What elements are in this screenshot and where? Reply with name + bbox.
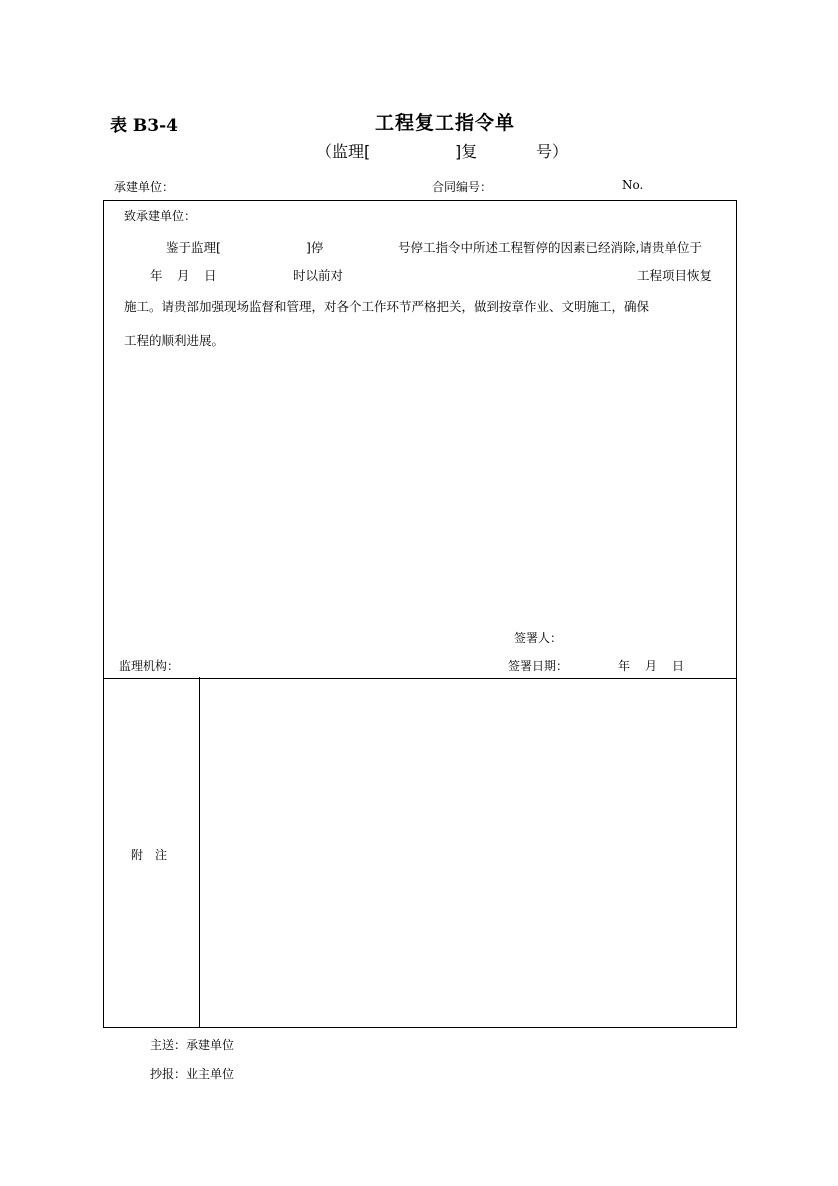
- notice-line2-b: 时以前对: [293, 268, 344, 283]
- remarks-label: 附 注: [131, 848, 168, 862]
- notice-line2-c: 工程项目恢复: [637, 268, 713, 283]
- sign-date-year: 年: [618, 659, 631, 673]
- subtitle-open: （监理[: [316, 142, 371, 161]
- notice-line1-a: 鉴于监理[: [166, 240, 221, 255]
- subtitle-mid: ]复: [455, 142, 478, 161]
- supervision-org-label: 监理机构：: [119, 659, 180, 673]
- copy-to-line: 抄报：业主单位: [150, 1067, 235, 1081]
- sign-date-label: 签署日期：: [508, 659, 569, 673]
- table-number: 表 B3-4: [110, 116, 178, 136]
- sign-date-month: 月: [645, 659, 658, 673]
- subtitle-close: 号）: [536, 142, 569, 161]
- notice-line1-b: ]停: [306, 240, 324, 255]
- contractor-label: 承建单位：: [114, 180, 175, 194]
- signer-label: 签署人：: [514, 631, 563, 645]
- notice-line2-year: 年: [150, 268, 163, 283]
- notice-line4: 工程的顺利进展。: [124, 333, 225, 348]
- addressee-label: 致承建单位：: [124, 209, 197, 223]
- sign-date-day: 日: [672, 659, 685, 673]
- remarks-divider: [199, 677, 200, 1027]
- notice-line1-c: 号停工指令中所述工程暂停的因素已经消除,请贵单位于: [398, 240, 702, 255]
- page-title: 工程复工指令单: [374, 112, 515, 134]
- notice-line3: 施工。请贵部加强现场监督和管理，对各个工作环节严格把关，做到按章作业、文明施工，确保: [124, 299, 650, 314]
- notice-line2-day: 日: [204, 268, 217, 283]
- number-label: No.: [622, 178, 644, 192]
- contract-number-label: 合同编号：: [432, 180, 493, 194]
- remarks-content-area[interactable]: [201, 679, 734, 1025]
- send-to-line: 主送：承建单位: [150, 1038, 235, 1052]
- notice-line2-month: 月: [177, 268, 190, 283]
